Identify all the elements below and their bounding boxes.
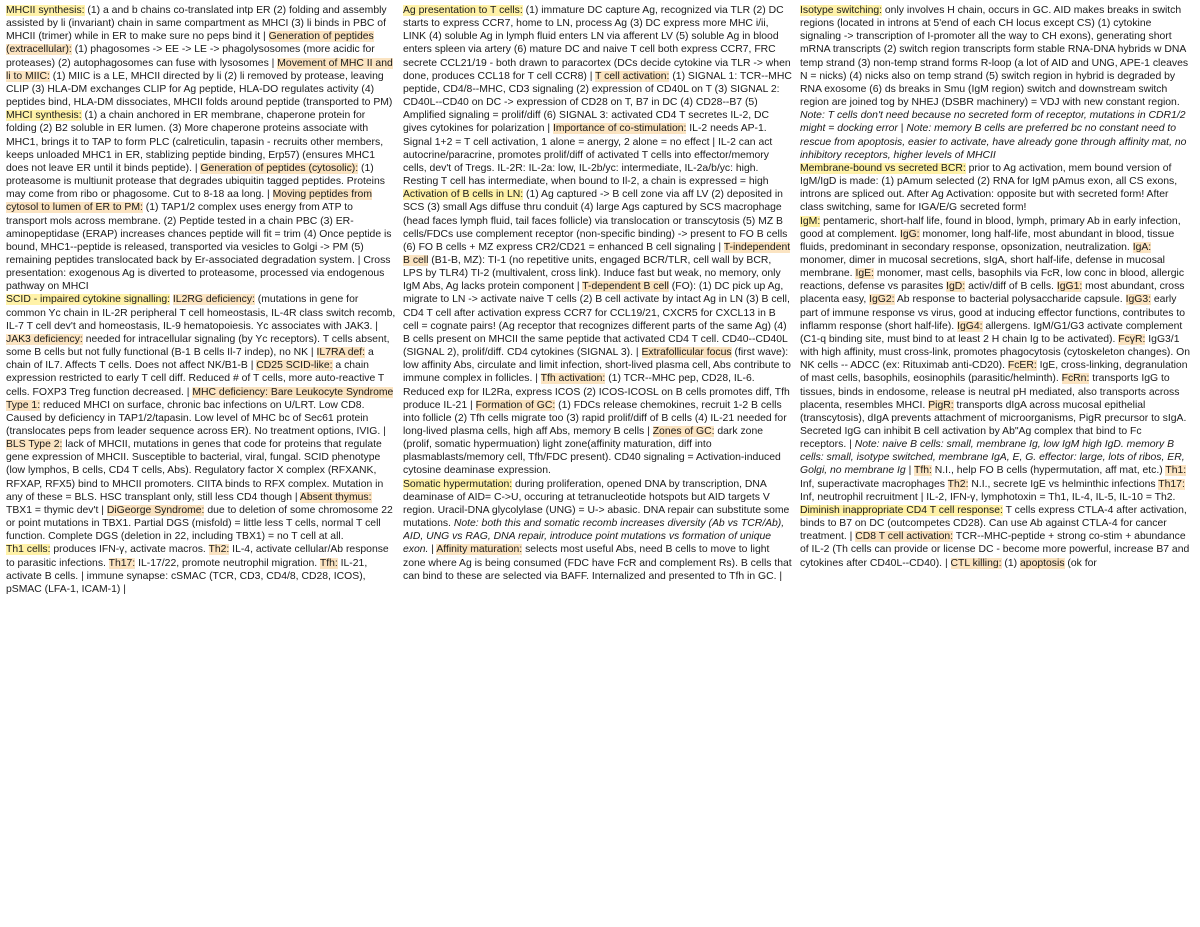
topic-heading: BLS Type 2: [6, 439, 63, 451]
topic-heading: Zones of GC: [652, 426, 715, 437]
section-heading: Isotype switching: [800, 5, 883, 16]
section-heading: MHCI synthesis: [6, 110, 82, 122]
body-text: produces IFN-γ, activate macros. [50, 544, 209, 556]
body-text: (1) MIIC is a LE, MHCII directed by li (2) li removed by protease, leaving CLIP (3) HLA-DM exchanges CLIP for Ag peptide, HLA-DO regulates activity (4) peptides bind, HLA-DM dissociates, MHCII folds around peptide (transported to PM) [6, 70, 393, 109]
body-text: monomer, mast cells, basophils via FcR, low conc in blood, allergic reactions, defense vs parasites [800, 268, 1185, 293]
topic-heading: T cell activation: [595, 70, 670, 82]
body-text: TCR--MHC-peptide + strong co-stim + abundance of IL-2 (Th cells can provide or license DC - become more powerful, increase B7 and cytokines after CD40L--CD40). | [800, 531, 1190, 569]
topic-heading: Formation of GC: [475, 399, 556, 411]
body-text: transports IgG to tissues, binds in endosome, release is neutral pH mediated, also transports across placenta, resembles MHCI. [800, 373, 1180, 411]
body-text: (mutations in gene for common Yc chain in IL-2R peripheral T cell homeostasis, IL-4R class switch recomb, IL-7 T cell dev't and homeostasis, IL-9 hematopoiesis. Yc associates with JAK3. | [6, 294, 396, 332]
topic-heading: Movement of MHC II and li to MIIC: [6, 57, 393, 82]
topic-heading: IgG4: [957, 320, 983, 332]
body-text: allergens. IgM/G1/G3 activate complement (C1-q binding site, must bind to at least 2 H chain Ig to be activated). [800, 320, 1183, 345]
body-text: (1) TCR--MHC pep, CD28, IL-6. Reduced exp for IL2Ra, express ICOS (2) ICOS-ICOSL on B cells promotes diff, Tfh produce IL-21 | [403, 373, 790, 411]
section-heading: Diminish inappropriate CD4 T cell response: [800, 504, 1003, 516]
body-text: (1) phagosomes -> EE -> LE -> phagolysosomes (more acidic for proteases) (2) autophagosomes can fuse with lysosomes | [6, 44, 375, 69]
body-text: (1) immature DC capture Ag, recognized via TLR (2) DC starts to express CCR7, home to LN, process Ag (3) DC express more MHC i/ii, LINK (4) soluble Ag in lymph fluid enters LN via afferent LV (5) soluble Ag in blood enters spleen via artery (6) mature DC and naive T cell both express CCR7, FRC secrete CCL21/19 - both drawn to paracortex (DCs decide cytokine via TLR -> when done, produces CCL18 for T cell CCR8) | [403, 5, 791, 82]
body-text: reduced MHCI on surface, chronic bac infections on U/LRT. Low CD8. Caused by deficiency in TAP1/2/tapasin. Low level of MHC bc of Sec61 protein (translocates peps from leader sequence across ER). No treatment options, IVIG. | [6, 399, 386, 437]
topic-heading: Tfh: [914, 465, 932, 477]
body-text: most abundant, cross placenta easy, [800, 281, 1185, 306]
topic-heading: Moving peptides from cytosol to lumen of ER to PM: [6, 189, 372, 214]
section-heading: SCID - impaired cytokine signalling: [6, 294, 171, 306]
body-text: during proliferation, opened DNA by transcription, DNA deaminase of AID= C->U, occuring at tetranucleotide hotspots but AID targets V region. Uracil-DNA glycolylase (UNG) = U-> abasic. DNA repair can substitute some mutations. [403, 478, 790, 530]
section-heading: Membrane-bound vs secreted BCR: [800, 162, 966, 174]
topic-heading: Absent thymus: [299, 491, 372, 503]
note-text: Note: naive B cells: small, membrane Ig, low IgM high IgD. memory B cells: small, isotype switched, membrane IgA, E, G. effector: large, lots of ribos, ER, Golgi, no membrane Ig [800, 439, 1185, 477]
body-text: selects most useful Abs, need B cells to move to light zone where Ag is being consumed (FDC have FcR and complement Rs). B cells that can bind to these are selected via BAFF. Internalized and presented to Tfh in GC. | [403, 544, 792, 582]
paragraph [6, 293, 396, 543]
note-text: Note: T cells don't need because no secreted form of receptor, mutations in CDR1/2 might = docking error [800, 110, 1186, 135]
body-text: early part of immune response vs virus, good at inducing effector functions, contributes to inflamm response (short half-life). [800, 294, 1186, 332]
column-3 [800, 4, 1190, 927]
topic-heading: CD25 SCID-like: [256, 360, 333, 372]
paragraph [403, 478, 793, 583]
topic-heading: IgG: [899, 228, 920, 240]
note-text: Note: memory B cells are preferred bc no constant need to rescue from apoptosis, easier to activate, have already gone through affinity mat, no inhibitory receptors, higher levels of MHCII [800, 123, 1187, 161]
body-text: monomer, dimer in mucosal secretions, sIgA, short half-life, defense in mucosal membrane. [800, 254, 1165, 280]
body-text: | [897, 123, 907, 135]
topic-heading: Generation of peptides (extracellular): [6, 31, 374, 56]
body-text: IgG3/1 with high affinity, must cross-link, promotes phagocytosis (cytoskeleton changes). On NK cells -- ADCC (ex: Rituximab anti-CD20). [800, 333, 1190, 372]
topic-heading: IL2RG deficiency: [172, 294, 255, 306]
body-text: lack of MHCII, mutations in genes that code for proteins that regulate gene expression of MHCII. Susceptible to bacterial, viral, fungal. SCID phenotype (low lymphos, B cells, CD4 T cells, Abs). Regulatory factor X complex (RFXANK, RFXAP, RFX5) bind to MHCII promoters. CIITA binds to RFX complex. Mutation in any of these = BLS. HSC transplant only, still less CD4 though | [6, 439, 384, 503]
paragraph [800, 504, 1190, 570]
topic-heading: Tfh: [319, 557, 338, 569]
topic-heading: CD8 T cell activation: [855, 531, 954, 543]
topic-heading: PigR: [928, 399, 954, 411]
body-text: T cells express CTLA-4 after activation, binds to B7 on DC (outcompetes CD28). Can use Ab against CTLA-4 for cancer treatment. | [800, 504, 1187, 543]
topic-heading: IgG1: [1056, 281, 1083, 293]
body-text: (1) a chain anchored in ER membrane, chaperone protein for folding (2) B2 soluble in ER lumen. (3) More chaperone proteins associate with MHC1, brings it to TAP to form PLC (calreticulin, tapasin - recruits other members, keeps unloaded MHC1 in ER, stablizing peptide binding, Erp57) (ensures MHC1 does not leave ER until it binds peptide). | [6, 110, 384, 174]
topic-heading: T-dependent B cell [582, 281, 669, 293]
topic-heading: T-independent B cell [403, 241, 791, 266]
body-text: IL-4, activate cellular/Ab response to parasitic infections. [6, 544, 389, 569]
topic-heading: FcγR: [1118, 333, 1146, 345]
topic-heading: Importance of co-stimulation: [552, 123, 687, 135]
topic-heading: Th17: [1158, 478, 1185, 490]
topic-heading: Tfh activation: [540, 373, 606, 385]
body-text: monomer, long half-life, most abundant in blood, tissue fluids, predominant in secondary response, opsonization, neutralization. [800, 228, 1175, 253]
topic-heading: Th2: [947, 478, 969, 490]
section-heading: Ag presentation to T cells: [403, 5, 523, 16]
body-text: | [905, 465, 914, 477]
topic-heading: apoptosis [1020, 557, 1065, 569]
paragraph [800, 4, 1190, 162]
body-text: pentameric, short-half life, found in blood, lymph, primary Ab in early infection, good at complement. [800, 215, 1181, 240]
body-text: (1) TAP1/2 complex uses energy from ATP to transport mols across membrane. (2) Peptide tested in a chain PBC (3) ER-aminopeptidase (ERAP) increases chances peptide will fit = trim (4) Once peptide is bound, MHC1--peptide is released, transported via vesicles to Golgi -> PM (5) remaining peptides translocated back by Er-associated degradation system. | Cross presentation: exogenous Ag is diverted to proteasome, processed via endogenous pathway on MHCI [6, 202, 392, 293]
body-text: Inf, superactivate macrophages [800, 478, 948, 490]
topic-heading: Affinity maturation: [436, 544, 523, 556]
topic-heading: MHC deficiency: Bare Leukocyte Syndrome Type 1: [6, 386, 394, 411]
body-text: (1) proteasome is multiunit protease that degrades ubiquitin tagged peptides. Proteins may come from ribo or phagosome. Cut to 8-18 aa long. | [6, 162, 385, 201]
body-text: transports dIgA across mucosal epithelial (transcytosis), dIgA prevents attachment of microorganisms, PigR precursor to sIgA. Secreted IgG can inhibit B cell activation by Ab"Ag complex that bind to Fc receptors. | [800, 399, 1187, 451]
section-heading: Somatic hypermutation: [403, 478, 513, 490]
topic-heading: Extrafollicular focus [641, 347, 732, 359]
body-text: (1) [1001, 557, 1021, 569]
section-heading: Th1 cells: [6, 544, 51, 556]
topic-heading: IgA: [1132, 241, 1152, 253]
body-text: needed for intracellular signaling (by Yc receptors). T cells absent, some B cells but not fully functional (B-1 B cells Il-7 indep), no NK | [6, 333, 390, 359]
body-text: N.I., secrete IgE vs helminthic infections [968, 478, 1159, 490]
body-text: IL-21, activate B cells. | immune synapse: cSMAC (TCR, CD3, CD4/8, CD28, ICOS), pSMAC (LFA-1, ICAM-1) | [6, 557, 368, 595]
topic-heading: IgG3: [1125, 294, 1152, 306]
body-text: (FO): (1) DC pick up Ag, migrate to LN -> activate naive T cells (2) B cell activate by intact Ag in LN (3) B cell, CD4 T cell after activation express CCR7 for CCL19/21, CXCR5 for CXCL13 in B cell = cognate pairs! (Ag receptor that recognizes different parts of the same Ag) (4) B cells present on MHCII the same peptide that activated CD4 T cell. CD40--CD40L (SIGNAL 2), prolif/diff. CD4 cytokines (SIGNAL 3). | [403, 281, 790, 359]
topic-heading: Th17: [108, 557, 136, 569]
body-text: Inf, neutrophil recruitment | IL-2, IFN-γ, lymphotoxin = Th1, IL-4, IL-5, IL-10 = Th2. [800, 491, 1176, 503]
body-text: dark zone (prolif, somatic hypermuation) light zone(affinity maturation, diff into plasmablasts/memory cell, Tfh/FDC present). CD40 signaling = Activation-induced cytosine deaminase expression. [403, 426, 781, 477]
body-text: TBX1 = thymic dev't | [6, 504, 107, 516]
body-text: prior to Ag activation, mem bound version of IgM/IgD is made: (1) pAmum selected (2) RNA for IgM pAmus exon, all CS exons, introns are spliced out. After Ag Activation: opposite but with secreted form! After class switching, same for IGA/E/G secreted form! [800, 162, 1178, 214]
topic-heading: Th2: [208, 544, 230, 556]
column-1 [6, 4, 396, 927]
section-heading: IgM: [800, 215, 821, 227]
paragraph [800, 215, 1190, 504]
body-text: | [428, 544, 437, 556]
paragraph [403, 4, 793, 188]
paragraph [6, 543, 396, 596]
body-text: (B1-B, MZ): TI-1 (no repetitive units, engaged BCR/TLR, cell wall by BCR, LPS by TLR4) TI-2 (multivalent, cross link). Induce fast but weak, no memory, only IgM Abs, Ag lacks protein component | [403, 254, 781, 293]
body-text: (1) SIGNAL 1: TCR--MHC peptide, CD4/8--MHC, CD3 signaling (2) expression of CD40L on T (3) SIGNAL 2: CD40L--CD40 on DC -> expression of CD28 on T, B7 in DC (4) CD28--B7 (5) Amplified signaling = prolif/diff (6) SIGNAL 3: activated CD4 T secretes IL-2, DC gives cytokines for polarization | [403, 70, 792, 135]
body-text: (first wave): low affinity Abs, circulate and limit infection, short-lived plasma cell, Abs contribute to immune complex in follicles. | [403, 347, 791, 385]
paragraph [403, 188, 793, 477]
section-heading: MHCII synthesis: [6, 5, 85, 16]
body-text: IL-2 needs AP-1. Signal 1+2 = T cell activation, 1 alone = anergy, 2 alone = no effect | IL-2 can act autocrine/paracrine, promotes prolif/diff of activated T cells into effector/memory cells, dev't of Tregs. IL-2R: IL-2a: low, IL-2b/yc: intermediate, IL-2a/b/yc: high. Resting T cell has intermediate, when bound to Il-2, a chain is expressed = high [403, 123, 773, 188]
body-text: (1) Ag captured -> B cell zone via aff LV (2) deposited in SCS (3) small Ags diffuse thru conduit (4) large Ags captured by SCS macrophage (head faces lymph fluid, tail faces follicle) via translocation or transcytosis (5) MZ B cells/FDCs use complement receptor (non-specific binding) -> present to FO B cells (6) FO B cells + MZ express CR2/CD21 = enhanced B cell signaling | [403, 189, 788, 253]
body-text: due to deletion of some chromosome 22 or point mutations in TBX1. Partial DGS (misfold) = little less T cells, normal T cell function. Complete DGS (deletion in 22, including TBX1) = no T cell at all. [6, 504, 393, 543]
column-2 [403, 4, 793, 927]
body-text: a chain expression restricted to early T cell diff. Reduced # of T cells, more auto-reactive T cells. FOXP3 Treg function decreased. | [6, 360, 385, 398]
topic-heading: CTL killing: [950, 557, 1002, 569]
section-heading: Activation of B cells in LN: [403, 189, 524, 201]
body-text: a chain of IL7. Affects T cells. Does not affect NK/B1-B | [6, 347, 374, 372]
body-text: (1) a and b chains co-translated intp ER (2) folding and assembly assisted by li (invariant) chain in same compartment as MHCI (3) li binds in PBC of MHCII (trimer) while in ER to make sure no peps bind it | [6, 5, 387, 43]
paragraph [6, 109, 396, 293]
topic-heading: FcER: [1007, 360, 1037, 372]
topic-heading: IgG2: [869, 294, 895, 306]
note-text: Note: both this and somatic recomb increases diversity (Ab vs TCR/Ab), AID, UNG vs RAG, DNA repair, introduce point mutations vs formation of unique exon. [403, 518, 785, 556]
body-text: (1) FDCs release chemokines, recruit 1-2 B cells into follicle (2) Tfh cells migrate too (3) rapid prolif/diff of B cells (4) IL-21 needed for long-lived plasma cells, high aff Abs, memory B cells | [403, 399, 787, 437]
topic-heading: Th1: [1165, 465, 1187, 477]
topic-heading: IgE: [855, 268, 874, 280]
body-text: N.I., help FO B cells (hypermutation, aff mat, etc.) [931, 465, 1166, 477]
topic-heading: IgD: [946, 281, 966, 293]
body-text: Ab response to bacterial polysaccharide capsule. [894, 294, 1126, 306]
topic-heading: IL7RA def: [316, 347, 366, 359]
body-text: (ok for [1064, 557, 1097, 569]
paragraph [800, 162, 1190, 215]
body-text: IL-17/22, promote neutrophil migration. [135, 557, 320, 569]
paragraph [6, 4, 396, 109]
body-text: only involves H chain, occurs in GC. AID makes breaks in switch regions (located in introns at 5'end of each CH locus except CS) (1) cytokine signaling -> transcription of I-promoter all the way to CH exons), generating short mRNA transcripts (2) switch region transcripts form stable RNA-DNA hybrids w DNA temp strand (3) non-temp strand forms R-loop (a lot of AID and UNG, APE-1 cleaves N = nicks) (4) nicks also on temp strand (5) switch region in hybrid is degraded by RNA exosome (6) ds breaks in Smu (IgM region) switch and downstream switch region are joined tog by NHEJ (DSBR machinery) = VDJ with new constant region. [800, 5, 1189, 109]
body-text: IgE, cross-linking, degranulation of mast cells, basophils, eosinophils (parasitic/helminth). [800, 360, 1188, 385]
topic-heading: Generation of peptides (cytosolic): [200, 162, 359, 174]
topic-heading: FcRn: [1061, 373, 1090, 385]
topic-heading: JAK3 deficiency: [6, 333, 83, 345]
topic-heading: DiGeorge Syndrome: [106, 504, 205, 516]
body-text: activ/diff of B cells. [965, 281, 1057, 293]
